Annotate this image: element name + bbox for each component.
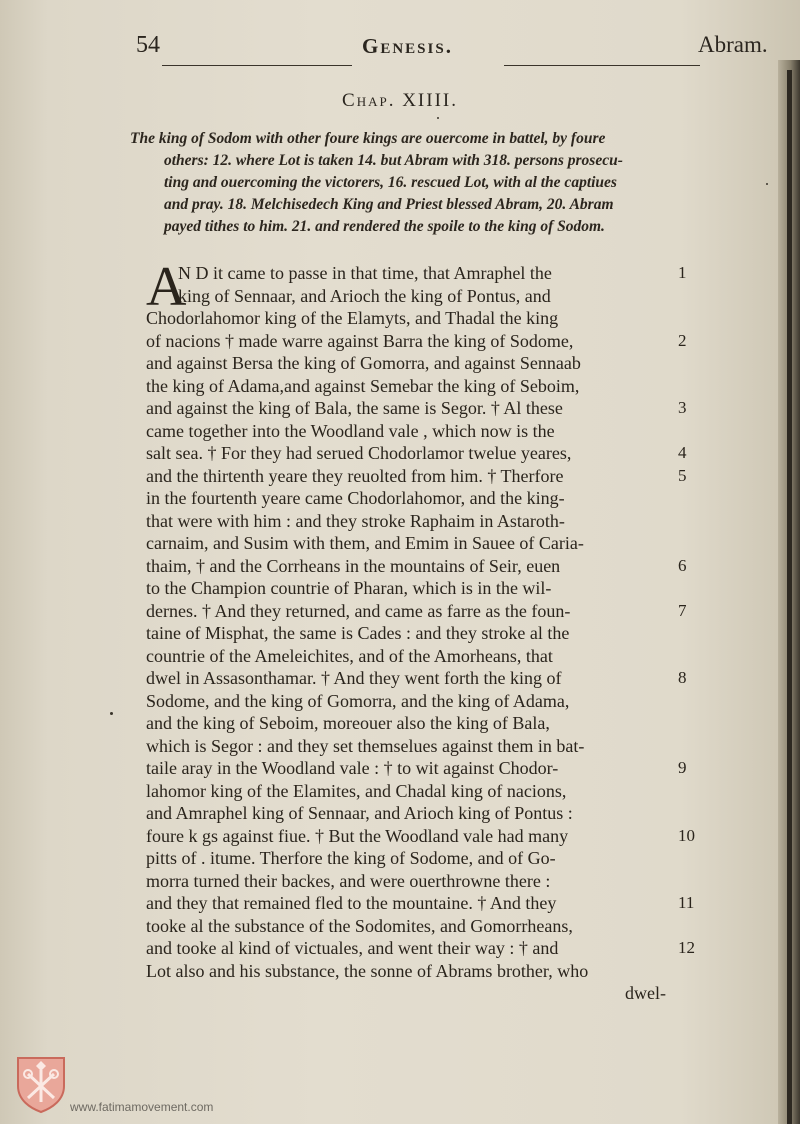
verse-number: 11 <box>678 893 695 912</box>
footer-url[interactable]: www.fatimamovement.com <box>70 1100 214 1114</box>
verse-number: 9 <box>678 758 687 777</box>
text-line: carnaim, and Susim with them, and Emim in Sauee of Caria- <box>146 533 584 553</box>
summary-line: and pray. 18. Melchisedech King and Priest blessed Abram, 20. Abram <box>164 196 614 213</box>
text-line: in the fourtenth yeare came Chodorlahomor, and the king- <box>146 488 565 508</box>
text-line: Lot also and his substance, the sonne of Abrams brother, who <box>146 960 589 981</box>
text-line: which is Segor : and they set themselues against them in bat- <box>146 735 585 756</box>
ink-speck <box>110 712 113 715</box>
summary-line: The king of Sodom with other foure kings are ouercome in battel, by foure <box>130 130 606 147</box>
text-line: Sodome, and the king of Gomorra, and the king of Adama, <box>146 690 570 711</box>
verse-number: 5 <box>678 465 687 485</box>
text-line: and the king of Seboim, moreouer also the king of Bala, <box>146 713 550 733</box>
text-line: and against the king of Bala, the same is Segor. † Al these <box>146 398 563 418</box>
text-line: N D it came to passe in that time, that Amraphel the <box>178 263 552 283</box>
text-line: taine of Misphat, the same is Cades : and they stroke al the <box>146 623 570 643</box>
text-line: and tooke al kind of victuales, and went their way : † and <box>146 938 559 958</box>
text-line: countrie of the Ameleichites, and of the Amorheans, that <box>146 645 553 666</box>
summary-line: payed tithes to him. 21. and rendered the spoile to the king of Sodom. <box>164 218 605 235</box>
chapter-summary <box>130 128 722 238</box>
text-line: and the thirtenth yeare they reuolted from him. † Therfore <box>146 465 564 486</box>
ink-speck <box>437 117 439 119</box>
verse-number: 6 <box>678 555 687 575</box>
papal-keys-shield-icon <box>14 1054 68 1114</box>
verse-number: 12 <box>678 938 695 957</box>
text-line: lahomor king of the Elamites, and Chadal king of nacions, <box>146 780 567 801</box>
running-head: Abram. <box>698 32 768 57</box>
text-line: salt sea. † For they had serued Chodorlamor twelue yeares, <box>146 443 572 463</box>
drop-capital: A <box>146 256 187 318</box>
text-line: and against Bersa the king of Gomorra, and against Sennaab <box>146 353 581 373</box>
verse-number: 1 <box>678 263 687 282</box>
verse-number: 10 <box>678 825 695 845</box>
header-rule-right <box>504 65 700 66</box>
text-line: dernes. † And they returned, and came as farre as the foun- <box>146 600 571 621</box>
text-line: of nacions † made warre against Barra the king of Sodome, <box>146 330 574 351</box>
text-line: Chodorlahomor king of the Elamyts, and Thadal the king <box>146 308 559 328</box>
verse-number: 3 <box>678 398 687 417</box>
text-line: dwel in Assasonthamar. † And they went forth the king of <box>146 668 562 688</box>
book-title: Genesis. <box>362 34 453 58</box>
text-line: and Amraphel king of Sennaar, and Arioch king of Pontus : <box>146 803 573 823</box>
text-line: tooke al the substance of the Sodomites, and Gomorrheans, <box>146 915 573 936</box>
text-line: that were with him : and they stroke Raphaim in Astaroth- <box>146 510 565 531</box>
text-line: taile aray in the Woodland vale : † to wit against Chodor- <box>146 758 559 778</box>
verse-number: 4 <box>678 443 687 462</box>
chapter-heading: Chap. XIIII. <box>342 90 458 111</box>
ink-speck <box>766 183 768 185</box>
text-line: the king of Adama,and against Semebar the king of Seboim, <box>146 375 580 396</box>
page-header <box>136 32 782 72</box>
verse-number: 7 <box>678 600 687 620</box>
verse-number: 2 <box>678 330 687 350</box>
book-gutter <box>787 70 792 1124</box>
text-line: king of Sennaar, and Arioch the king of Pontus, and <box>178 285 551 306</box>
summary-line: others: 12. where Lot is taken 14. but Abram with 318. persons prosecu- <box>164 152 623 169</box>
text-line: to the Champion countrie of Pharan, which is in the wil- <box>146 578 552 598</box>
text-line: morra turned their backes, and were ouerthrowne there : <box>146 870 551 891</box>
text-line: foure k gs against fiue. † But the Woodland vale had many <box>146 825 569 846</box>
text-line: dwel- <box>625 983 666 1003</box>
header-rule-left <box>162 65 352 66</box>
text-line: came together into the Woodland vale , which now is the <box>146 420 555 441</box>
text-line: pitts of . itume. Therfore the king of Sodome, and of Go- <box>146 848 556 868</box>
page-number: 54 <box>136 32 160 58</box>
summary-line: ting and ouercoming the victorers, 16. rescued Lot, with al the captiues <box>164 174 617 191</box>
verse-number: 8 <box>678 668 687 687</box>
text-line: and they that remained fled to the mountaine. † And they <box>146 893 557 913</box>
text-line: thaim, † and the Corrheans in the mountains of Seir, euen <box>146 555 561 576</box>
chapter-body-text <box>146 256 676 1005</box>
